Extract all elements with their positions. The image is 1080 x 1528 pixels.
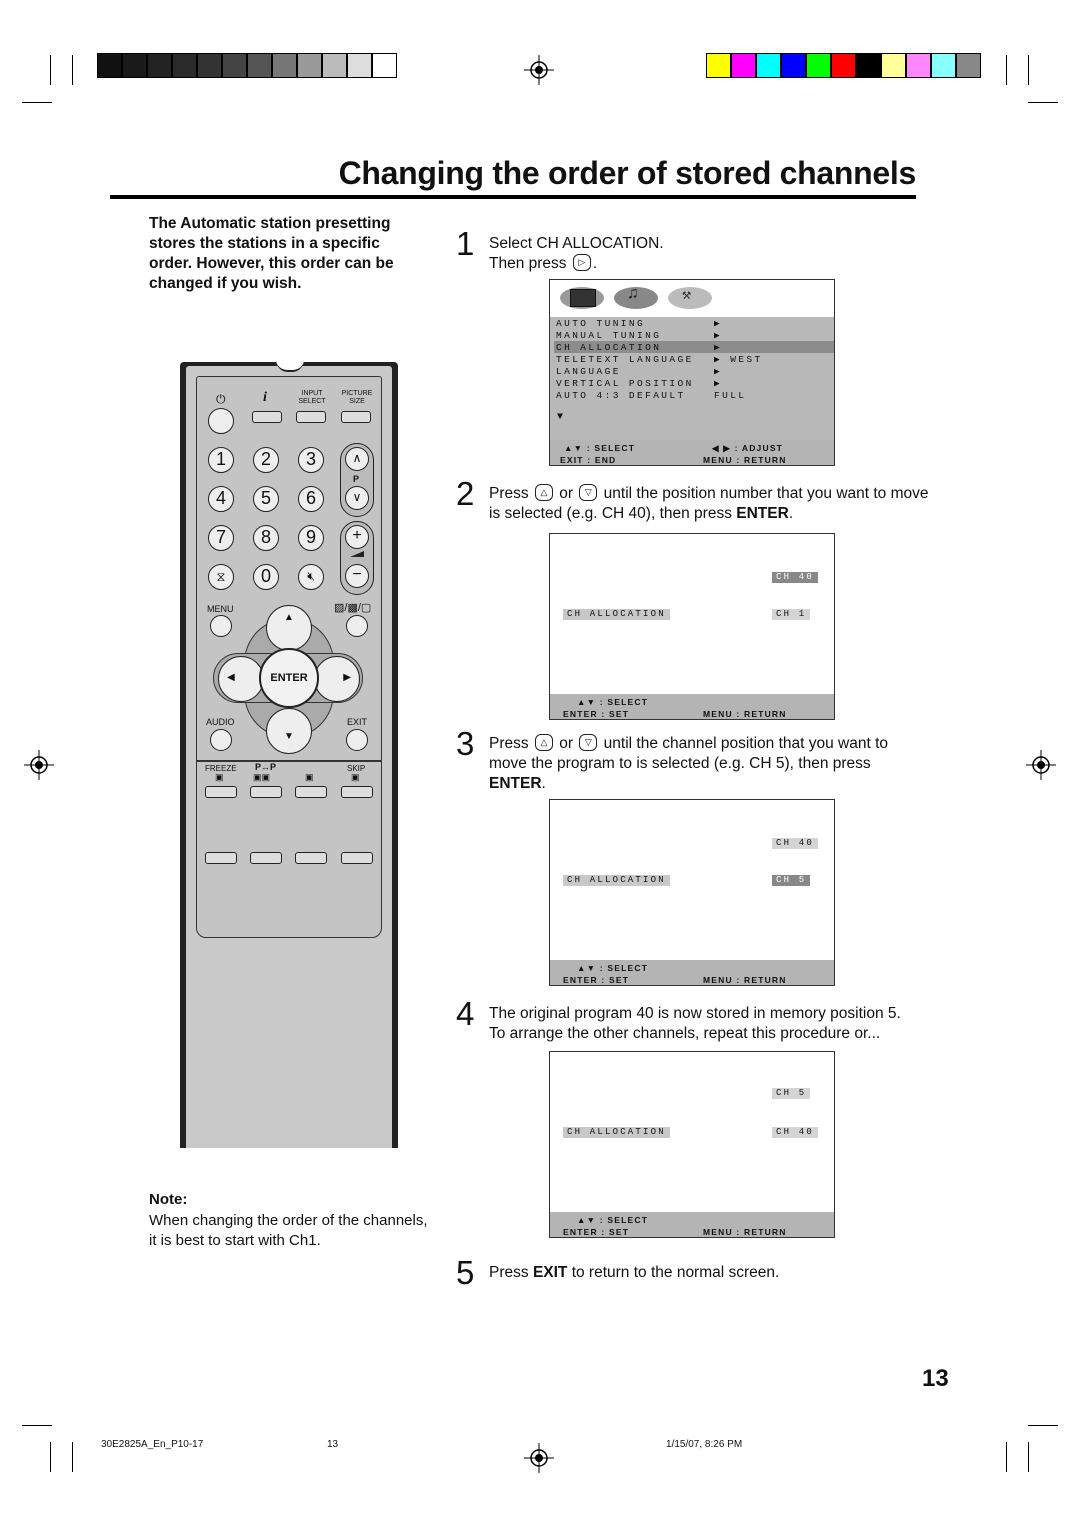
- volume-wedge-icon: [350, 551, 364, 557]
- hourglass-icon: ⧖: [216, 569, 226, 584]
- menu-item-label: TELETEXT LANGUAGE: [556, 354, 694, 365]
- gray-swatch: [322, 53, 347, 78]
- step-1-line-a: Select CH ALLOCATION.: [489, 235, 664, 252]
- step-3-end: .: [541, 775, 546, 792]
- gray-swatch: [372, 53, 397, 78]
- picture-size-label: PICTURE SIZE: [341, 390, 373, 405]
- color-button-green[interactable]: [250, 852, 282, 864]
- menu-item-value: FULL: [714, 390, 747, 401]
- footer-select: ▲▼ : SELECT: [564, 443, 636, 453]
- dpad-up-button[interactable]: [266, 605, 312, 651]
- digit-5-button[interactable]: 5: [253, 486, 279, 512]
- note-text: When changing the order of the channels, it is best to start with Ch1.: [149, 1212, 428, 1249]
- color-swatch: [881, 53, 906, 78]
- input-select-button[interactable]: [296, 411, 326, 423]
- skip-icon: ▣: [351, 772, 360, 782]
- registration-mark-icon: [524, 55, 554, 85]
- step-2-post: until the position number that you want to move is selected (e.g. CH 40), then press: [489, 485, 929, 522]
- channel-tag: CH 1: [772, 609, 810, 620]
- menu-item-label: VERTICAL POSITION: [556, 378, 694, 389]
- menu-item-label: AUTO 4:3 DEFAULT: [556, 390, 686, 401]
- up-button-icon: △: [535, 734, 553, 751]
- step-2-end: .: [788, 505, 794, 522]
- step-number: 4: [456, 995, 475, 1032]
- digit-4-button[interactable]: 4: [208, 486, 234, 512]
- top-channel-tag: CH 40: [772, 572, 818, 583]
- menu-item-label: MANUAL TUNING: [556, 330, 662, 341]
- step-1-text: [489, 234, 929, 274]
- chevron-up-icon: ∧: [352, 451, 362, 465]
- more-arrow-icon: ▼: [557, 412, 566, 423]
- skip-label: SKIP: [347, 764, 366, 773]
- alloc-footer: [550, 1212, 834, 1237]
- gray-swatch: [297, 53, 322, 78]
- footer-select: ▲▼ : SELECT: [577, 1215, 649, 1225]
- step-5-exit: EXIT: [532, 1264, 568, 1281]
- color-swatch: [906, 53, 931, 78]
- digit-7-button[interactable]: 7: [208, 525, 234, 551]
- menu-footer: [550, 440, 834, 465]
- color-swatch: [856, 53, 881, 78]
- registration-mark-icon: [1026, 750, 1056, 780]
- color-swatch: [731, 53, 756, 78]
- color-swatch: [931, 53, 956, 78]
- digit-0-button[interactable]: 0: [253, 564, 279, 590]
- footer-select: ▲▼ : SELECT: [577, 963, 649, 973]
- step-3-enter: ENTER: [489, 775, 542, 792]
- note-heading: Note:: [149, 1191, 188, 1208]
- digit-3-button[interactable]: 3: [298, 447, 324, 473]
- step-3-pre: Press: [489, 735, 529, 752]
- up-button-icon: △: [535, 484, 553, 501]
- timer-button[interactable]: [208, 564, 234, 590]
- step-5-post: to return to the normal screen.: [571, 1264, 780, 1281]
- gray-swatch: [147, 53, 172, 78]
- step-number: 5: [456, 1254, 475, 1291]
- digit-8-button[interactable]: 8: [253, 525, 279, 551]
- menu-item-value: ▶: [714, 378, 723, 389]
- arrow-right-icon: ▶: [343, 672, 351, 683]
- gray-swatch: [272, 53, 297, 78]
- gray-swatch: [197, 53, 222, 78]
- color-button-red[interactable]: [205, 852, 237, 864]
- panel-divider: [196, 760, 382, 762]
- menu-button[interactable]: [210, 615, 232, 637]
- step-2-enter: ENTER: [736, 505, 789, 522]
- mute-button[interactable]: [298, 564, 324, 590]
- channel-tag: CH 40: [772, 1127, 818, 1138]
- footer-date: 1/15/07, 8:26 PM: [666, 1439, 743, 1450]
- menu-item-value: ▶ WEST: [714, 354, 763, 365]
- step-5-text: [489, 1263, 929, 1283]
- skip-button[interactable]: [341, 786, 373, 798]
- menu-item-label: AUTO TUNING: [556, 318, 646, 329]
- color-swatch: [706, 53, 731, 78]
- enter-button[interactable]: [259, 648, 319, 708]
- footer-menu: MENU : RETURN: [703, 455, 787, 465]
- channel-tag: CH 5: [772, 875, 810, 886]
- freeze-label: FREEZE: [205, 764, 237, 773]
- channel-p-label: P: [353, 474, 360, 484]
- color-swatch: [756, 53, 781, 78]
- plus-icon: +: [352, 527, 362, 544]
- footer-enter: ENTER : SET: [563, 975, 630, 985]
- input-select-label: INPUT SELECT: [298, 390, 326, 405]
- color-button-yellow[interactable]: [295, 852, 327, 864]
- color-swatch: [781, 53, 806, 78]
- registration-mark-icon: [524, 1443, 554, 1473]
- gray-swatch: [122, 53, 147, 78]
- pp-icon: ▣▣: [253, 772, 271, 782]
- menu-screen: [549, 279, 835, 466]
- footer-exit: EXIT : END: [560, 455, 617, 465]
- step-3-or: or: [559, 735, 574, 752]
- menu-item-label: CH ALLOCATION: [556, 342, 662, 353]
- digit-1-button[interactable]: 1: [208, 447, 234, 473]
- ch-allocation-label: CH ALLOCATION: [563, 609, 670, 620]
- exit-button[interactable]: [346, 729, 368, 751]
- footer-page: 13: [327, 1439, 339, 1450]
- menu-item-value: ▶: [714, 342, 723, 353]
- step-2-text: [489, 484, 929, 524]
- dpad-right-button[interactable]: [314, 656, 360, 702]
- menu-item-value: ▶: [714, 366, 723, 377]
- footer-menu: MENU : RETURN: [703, 975, 787, 985]
- gray-swatch: [172, 53, 197, 78]
- pp-button[interactable]: [250, 786, 282, 798]
- footer-enter: ENTER : SET: [563, 709, 630, 719]
- footer-menu: MENU : RETURN: [703, 709, 787, 719]
- picture-size-button[interactable]: [341, 411, 371, 423]
- exit-label: EXIT: [347, 717, 368, 727]
- arrow-left-icon: ◀: [227, 672, 235, 683]
- registration-mark-icon: [24, 750, 54, 780]
- enter-label: ENTER: [270, 672, 308, 684]
- footer-menu: MENU : RETURN: [703, 1227, 787, 1237]
- color-swatch: [956, 53, 981, 78]
- menu-label: MENU: [207, 604, 234, 614]
- page-number: 13: [922, 1365, 949, 1392]
- volume-up-button[interactable]: [345, 525, 369, 549]
- power-icon: ⏻: [216, 392, 226, 406]
- footer-enter: ENTER : SET: [563, 1227, 630, 1237]
- alloc-footer: [550, 960, 834, 985]
- step-1-line-c: .: [592, 255, 598, 272]
- menu-item-label: LANGUAGE: [556, 366, 621, 377]
- right-button-icon: ▷: [573, 254, 591, 271]
- chevron-down-icon: ∨: [352, 490, 362, 504]
- info-icon: i: [263, 390, 267, 405]
- color-swatch: [806, 53, 831, 78]
- step-3-text: [489, 734, 929, 794]
- ch-allocation-screen-3: [549, 1051, 835, 1238]
- footer-adjust: ◀ ▶ : ADJUST: [712, 443, 784, 453]
- step-number: 3: [456, 725, 475, 762]
- teletext-sub-icon: ▣: [305, 772, 314, 782]
- teletext-icon: ▨/▩/▢: [334, 602, 372, 614]
- audio-button[interactable]: [210, 729, 232, 751]
- ch-allocation-label: CH ALLOCATION: [563, 875, 670, 886]
- footer-select: ▲▼ : SELECT: [577, 697, 649, 707]
- dpad-left-button[interactable]: [218, 656, 264, 702]
- channel-up-button[interactable]: [345, 447, 369, 471]
- down-button-icon: ▽: [579, 734, 597, 751]
- osd-tabs: ♫ ⚒: [550, 280, 834, 317]
- color-button-blue[interactable]: [341, 852, 373, 864]
- step-4-text: The original program 40 is now stored in memory position 5. To arrange the other channels, repeat this procedure or...: [489, 1005, 901, 1042]
- step-1-line-b: Then press: [489, 255, 567, 272]
- footer-file: 30E2825A_En_P10-17: [101, 1439, 204, 1450]
- teletext-button[interactable]: [346, 615, 368, 637]
- pp-label: P↔P: [255, 762, 277, 772]
- arrow-up-icon: ▲: [284, 612, 294, 623]
- intro-text: The Automatic station presetting stores the stations in a specific order. However, this order can be changed if you wish.: [149, 215, 394, 292]
- step-2-or: or: [559, 485, 574, 502]
- step-number: 1: [456, 225, 475, 262]
- color-swatch: [831, 53, 856, 78]
- top-channel-tag: CH 40: [772, 838, 818, 849]
- step-number: 2: [456, 475, 475, 512]
- gray-swatch: [247, 53, 272, 78]
- menu-item-value: ▶: [714, 318, 723, 329]
- dpad-down-button[interactable]: [266, 708, 312, 754]
- freeze-button[interactable]: [205, 786, 237, 798]
- down-button-icon: ▽: [579, 484, 597, 501]
- power-button[interactable]: [208, 408, 234, 434]
- gray-swatch: [347, 53, 372, 78]
- page-title: Changing the order of stored channels: [338, 155, 916, 191]
- digit-6-button[interactable]: 6: [298, 486, 324, 512]
- step-5-pre: Press: [489, 1264, 529, 1281]
- volume-down-button[interactable]: [345, 564, 369, 588]
- ch-allocation-label: CH ALLOCATION: [563, 1127, 670, 1138]
- menu-item-value: ▶: [714, 330, 723, 341]
- arrow-down-icon: ▼: [284, 731, 294, 742]
- gray-swatch: [222, 53, 247, 78]
- mute-icon: 🔇︎: [307, 569, 315, 583]
- top-channel-tag: CH 5: [772, 1088, 810, 1099]
- step-2-pre: Press: [489, 485, 529, 502]
- title-rule: [110, 195, 916, 199]
- digit-9-button[interactable]: 9: [298, 525, 324, 551]
- ch-allocation-screen-1: [549, 533, 835, 720]
- audio-label: AUDIO: [206, 717, 235, 727]
- gray-swatch: [97, 53, 122, 78]
- freeze-icon: ▣: [215, 772, 224, 782]
- channel-down-button[interactable]: [345, 486, 369, 510]
- ch-allocation-screen-2: [549, 799, 835, 986]
- minus-icon: −: [352, 566, 362, 583]
- alloc-footer: [550, 694, 834, 719]
- teletext-sub-button[interactable]: [295, 786, 327, 798]
- info-button[interactable]: [252, 411, 282, 423]
- step-3-post: until the channel position that you want to move the program to is selected (e.g. CH 5), then press: [489, 735, 889, 772]
- digit-2-button[interactable]: 2: [253, 447, 279, 473]
